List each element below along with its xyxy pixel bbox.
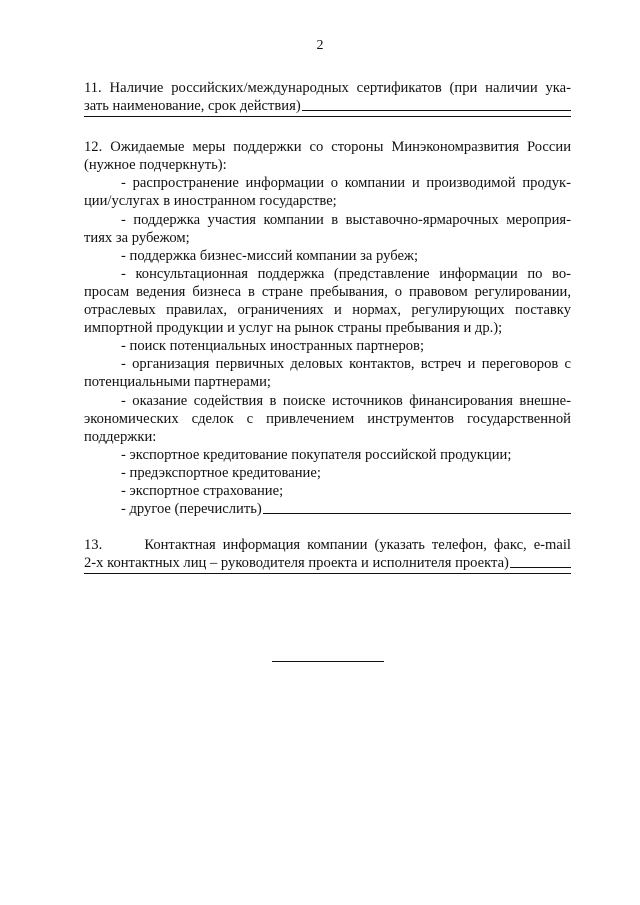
item-11 <box>84 79 571 121</box>
item-12-bullet-11 <box>84 500 571 518</box>
item-12-other-fill-blank[interactable] <box>263 512 571 514</box>
item-11-line-1: 11. Наличие российских/международных сертификатов (при наличии ука- <box>84 80 571 96</box>
item-12-bullet-5: - поиск потенциальных иностранных партнеров; <box>121 338 424 355</box>
item-12-bullet-3: - поддержка бизнес-миссий компании за рубеж; <box>121 247 419 264</box>
item-12-bullet-4: - консультационная поддержка (представление информации по во-просам ведения бизнеса в стране пребывания, о правовом регулировании, отраслевых правилах, ограничениях и нормах, регулирующих поставку импортной продукции и услуг на рынок страны пребывания и др.); <box>84 265 571 337</box>
item-13-line-2-text: 2-х контактных лиц – руководителя проекта и исполнителя проекта) <box>84 555 509 572</box>
item-13-line-3 <box>84 572 571 578</box>
item-12 <box>84 138 571 518</box>
item-11-fill-blank[interactable] <box>302 109 571 111</box>
item-12-bullet-7: - оказание содействия в поиске источников финансирования внешне-экономических сделок с привлечением инструментов государственной поддержки: <box>84 392 571 445</box>
item-12-bullet-2: - поддержка участия компании в выставочно-ярмарочных мероприя-тиях за рубежом; <box>84 211 571 246</box>
document-body <box>84 79 571 578</box>
item-13-line-2 <box>84 554 571 572</box>
item-12-bullet-6: - организация первичных деловых контактов, встреч и переговоров с потенциальными партнерами; <box>84 356 571 391</box>
item-11-line-2 <box>84 97 571 115</box>
item-12-heading-line-2: (нужное подчеркнуть): <box>84 157 227 174</box>
page-number: 2 <box>316 38 324 53</box>
item-13-fill-blank-2[interactable] <box>84 572 571 574</box>
closing-divider <box>272 661 384 662</box>
item-11-fill-blank-2[interactable] <box>84 115 571 117</box>
item-13-line-1: 13. Контактная информация компании (указать телефон, факс, e-mail <box>84 537 571 554</box>
item-12-bullet-8: - экспортное кредитование покупателя российской продукции; <box>121 446 512 463</box>
item-12-heading-line-1: 12. Ожидаемые меры поддержки со стороны Минэкономразвития России <box>84 139 571 156</box>
item-12-bullet-11-text: - другое (перечислить) <box>121 501 262 518</box>
item-12-bullet-1: - распространение информации о компании и производимой продук-ции/услугах в иностранном государстве; <box>84 175 571 210</box>
item-12-bullet-10: - экспортное страхование; <box>121 482 284 499</box>
item-13-fill-blank[interactable] <box>510 566 571 568</box>
item-13 <box>84 536 571 578</box>
item-12-bullet-9: - предэкспортное кредитование; <box>121 464 321 481</box>
item-11-line-2-text: зать наименование, срок действия) <box>84 98 301 115</box>
